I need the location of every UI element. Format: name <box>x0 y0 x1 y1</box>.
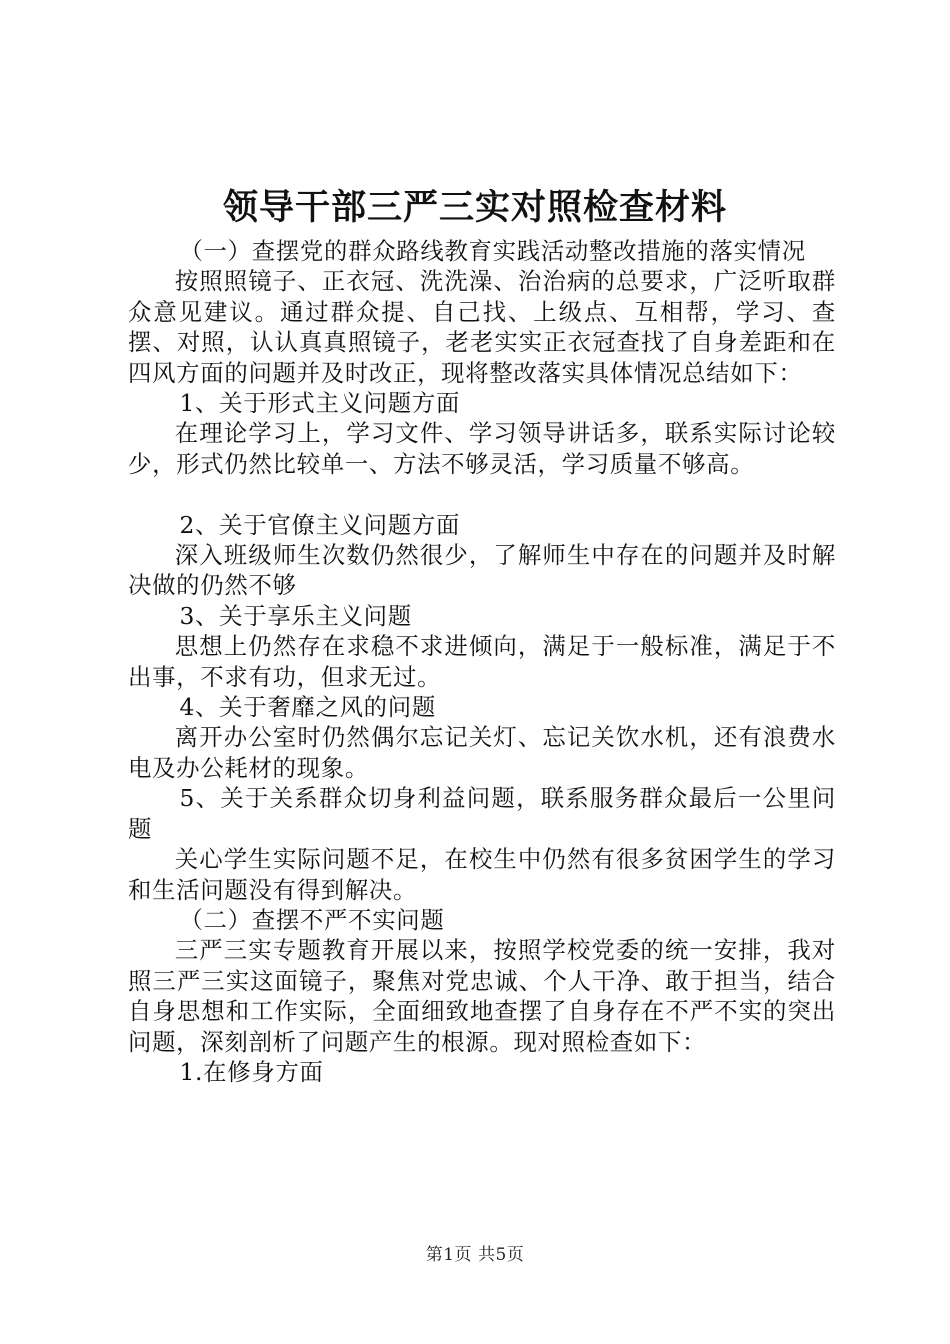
page-footer: 第1页 共5页 <box>425 1245 525 1265</box>
section-heading-2: （二）查摆不严不实问题 <box>179 905 445 934</box>
subsection-heading: 1、关于形式主义问题方面 <box>179 389 461 418</box>
document-title: 领导干部三严三实对照检查材料 <box>222 187 727 228</box>
paragraph: 按照照镜子、正衣冠、洗洗澡、治治病的总要求，广泛听取群众意见建议。通过群众提、自己找、上级点、互相帮，学习、查摆、对照，认认真真照镜子，老老实实正衣冠查找了自身差距和在四风方面的问题并及时改正，现将整改落实具体情况总结如下： <box>128 267 836 387</box>
paragraph: 在理论学习上，学习文件、学习领导讲话多，联系实际讨论较少，形式仍然比较单一、方法不够灵活，学习质量不够高。 <box>128 419 836 478</box>
subsection-heading: 1.在修身方面 <box>179 1057 324 1086</box>
paragraph: 离开办公室时仍然偶尔忘记关灯、忘记关饮水机，还有浪费水电及办公耗材的现象。 <box>128 723 836 782</box>
blank-line <box>128 479 836 509</box>
subsection-heading: 2、关于官僚主义问题方面 <box>179 510 461 539</box>
subsection-heading: 4、关于奢靡之风的问题 <box>179 693 436 722</box>
paragraph: 关心学生实际问题不足，在校生中仍然有很多贫困学生的学习和生活问题没有得到解决。 <box>128 845 836 904</box>
paragraph: 深入班级师生次数仍然很少，了解师生中存在的问题并及时解决做的仍然不够 <box>128 541 836 600</box>
subsection-heading: 5、关于关系群众切身利益问题，联系服务群众最后一公里问题 <box>128 784 836 843</box>
subsection-heading: 3、关于享乐主义问题 <box>179 601 412 630</box>
document-body <box>128 236 836 1087</box>
paragraph: 三严三实专题教育开展以来，按照学校党委的统一安排，我对照三严三实这面镜子，聚焦对党忠诚、个人干净、敢于担当，结合自身思想和工作实际，全面细致地查摆了自身存在不严不实的突出问题，深刻剖析了问题产生的根源。现对照检查如下： <box>128 936 836 1056</box>
paragraph: 思想上仍然存在求稳不求进倾向，满足于一般标准，满足于不出事，不求有功，但求无过。 <box>128 632 836 691</box>
section-heading-1: （一）查摆党的群众路线教育实践活动整改措施的落实情况 <box>179 237 806 265</box>
